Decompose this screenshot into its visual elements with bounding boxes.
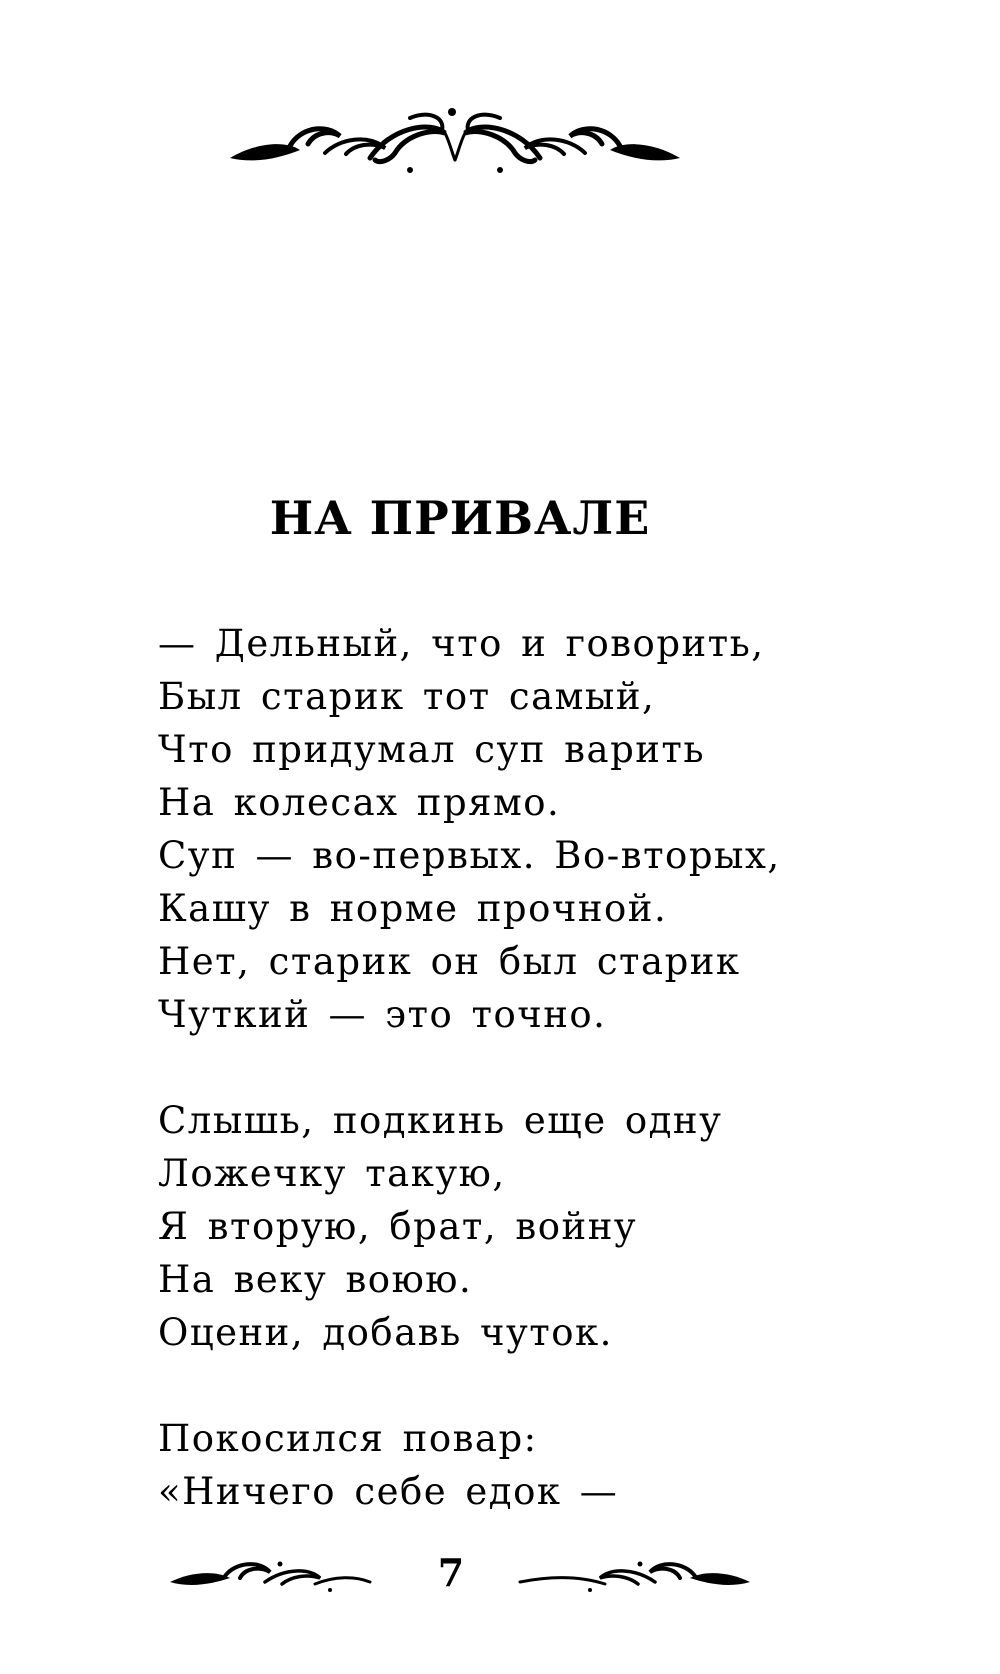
poem-line: Слышь, подкинь еще одну: [158, 1099, 723, 1142]
poem-line: Оцени, добавь чуток.: [158, 1311, 613, 1354]
page-footer: [170, 1548, 750, 1598]
poem-line: На колесах прямо.: [158, 781, 561, 824]
floral-flourish-icon: [510, 1554, 750, 1594]
poem-body: [158, 617, 781, 1571]
floral-vignette-icon: [230, 98, 680, 188]
poem-line: — Дельный, что и говорить,: [158, 622, 765, 665]
page-number: 7: [437, 1550, 465, 1595]
stanza: [158, 1412, 781, 1518]
poem-line: «Ничего себе едок —: [158, 1470, 619, 1513]
poem-line: Что придумал суп варить: [158, 728, 706, 771]
stanza: [158, 1094, 781, 1359]
poem-line: Чуткий — это точно.: [158, 993, 607, 1036]
poem-line: Суп — во-первых. Во-вторых,: [158, 834, 781, 877]
floral-flourish-icon: [170, 1554, 390, 1594]
poem-line: Кашу в норме прочной.: [158, 887, 668, 930]
poem-line: Я вторую, брат, войну: [158, 1205, 638, 1248]
poem-line: Был старик тот самый,: [158, 675, 656, 718]
poem-line: Ложечку такую,: [158, 1152, 506, 1195]
stanza: [158, 617, 781, 1041]
poem-line: Покосился повар:: [158, 1417, 538, 1460]
poem-title: НА ПРИВАЛЕ: [269, 491, 651, 545]
poem-line: На веку воюю.: [158, 1258, 473, 1301]
poem-line: Нет, старик он был старик: [158, 940, 741, 983]
